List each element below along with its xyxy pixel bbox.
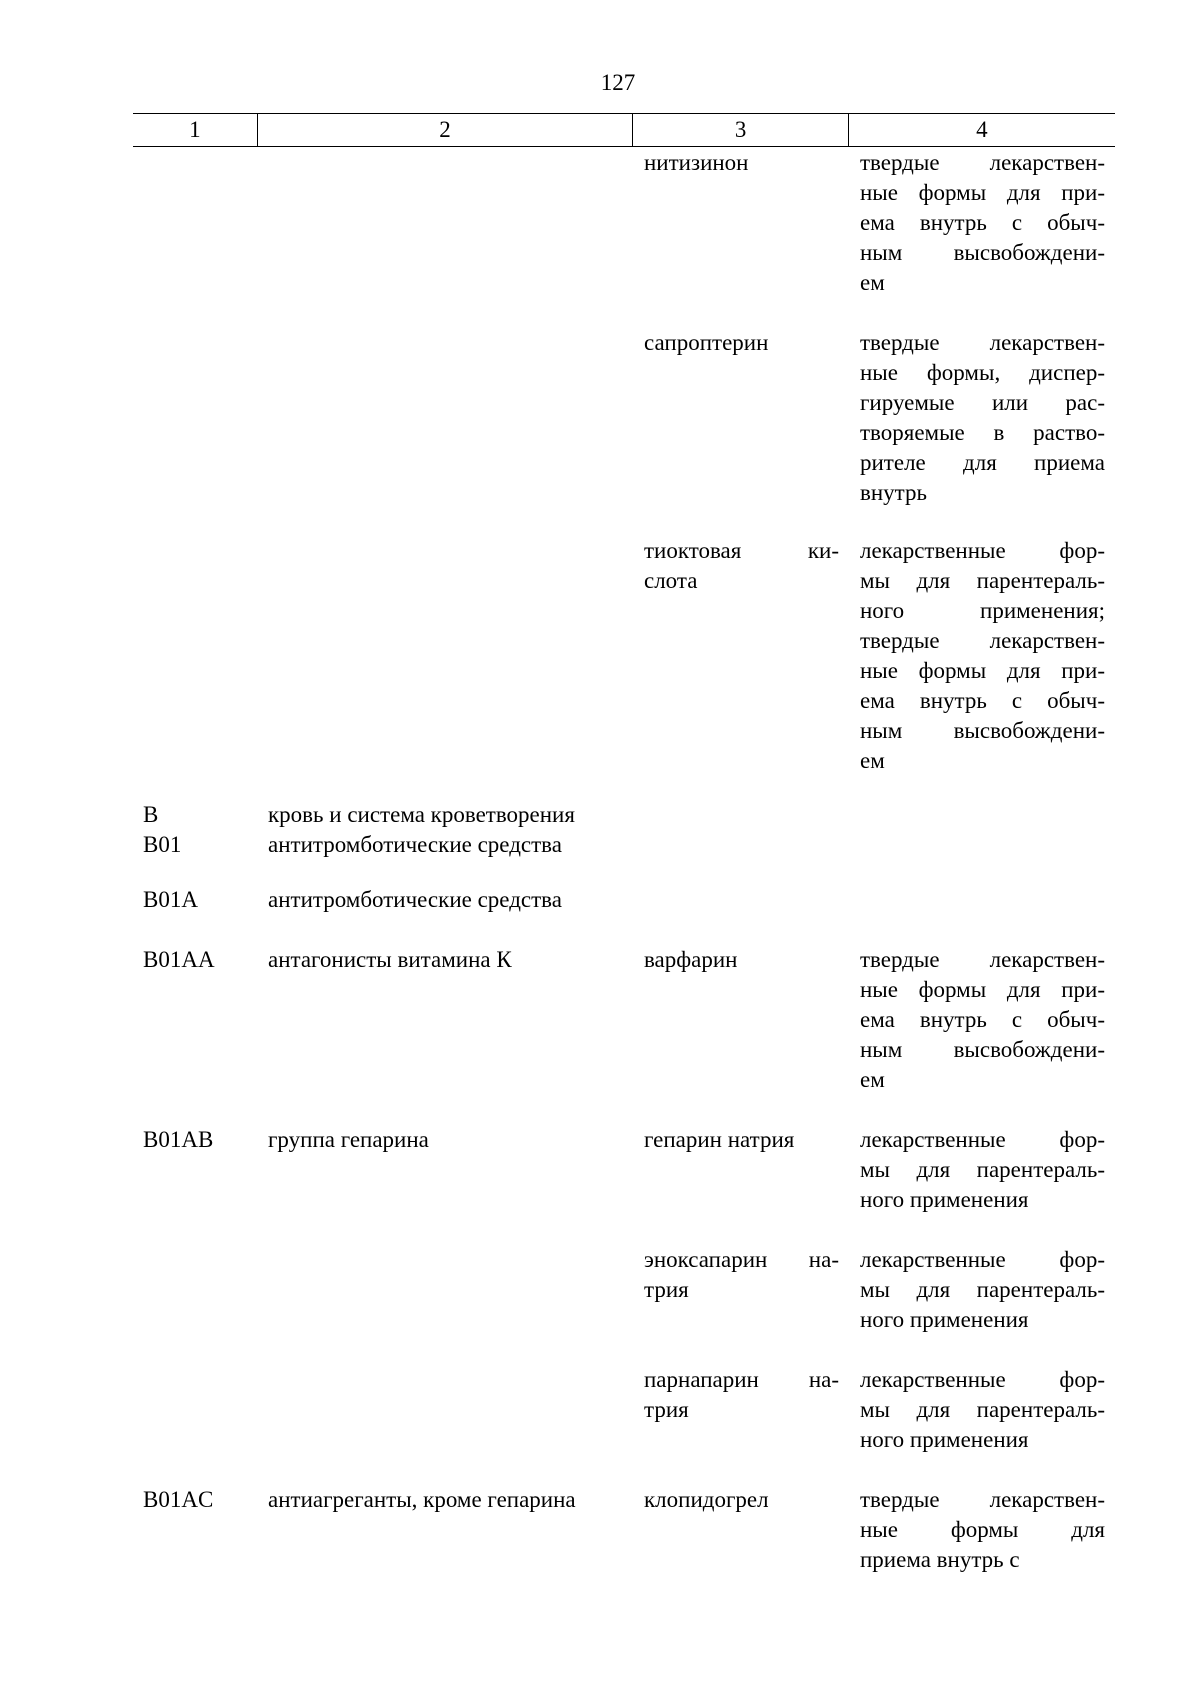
cell-line: группа гепарина xyxy=(268,1127,429,1152)
cell-line: лекарственные фор- xyxy=(860,1127,1105,1152)
table-cell-col-3 xyxy=(644,1485,839,1515)
table-cell-col-4 xyxy=(860,1485,1105,1575)
cell-line: ные формы для при- xyxy=(860,658,1105,683)
cell-line: лекарственные фор- xyxy=(860,1367,1105,1392)
table-cell-col-1 xyxy=(143,885,253,915)
cell-line: ем xyxy=(860,1067,885,1092)
table-cell-col-4 xyxy=(860,1125,1105,1215)
cell-line: трия xyxy=(644,1277,689,1302)
cell-line: варфарин xyxy=(644,947,738,972)
cell-line: внутрь xyxy=(860,480,927,505)
cell-line: антитромботические средства xyxy=(268,887,562,912)
table-cell-col-3 xyxy=(644,1245,839,1305)
cell-line: ным высвобождени- xyxy=(860,240,1105,265)
cell-line: клопидогрел xyxy=(644,1487,769,1512)
table-cell-col-4 xyxy=(860,945,1105,1095)
cell-line: ного применения xyxy=(860,1187,1029,1212)
table-cell-col-1 xyxy=(143,1125,253,1155)
cell-line: антиагреганты, кроме гепарина xyxy=(268,1487,576,1512)
cell-line: эноксапарин на- xyxy=(644,1247,839,1272)
cell-line: твердые лекарствен- xyxy=(860,330,1105,355)
cell-line: мы для парентераль- xyxy=(860,568,1105,593)
cell-line: B01AA xyxy=(143,947,215,972)
header-col-1: 1 xyxy=(189,117,201,142)
table-cell-col-2 xyxy=(268,1485,628,1515)
table-cell-col-1 xyxy=(143,800,253,860)
table-cell-col-4 xyxy=(860,536,1105,776)
cell-line: ема внутрь с обыч- xyxy=(860,210,1105,235)
cell-line: твердые лекарствен- xyxy=(860,150,1105,175)
table-header xyxy=(133,113,1115,147)
cell-line: мы для парентераль- xyxy=(860,1277,1105,1302)
cell-line: лекарственные фор- xyxy=(860,1247,1105,1272)
table-cell-col-1 xyxy=(143,1485,253,1515)
table-cell-col-3 xyxy=(644,536,839,596)
cell-line: рителе для приема xyxy=(860,450,1105,475)
cell-line: ные формы для при- xyxy=(860,977,1105,1002)
cell-line: ным высвобождени- xyxy=(860,1037,1105,1062)
cell-line: мы для парентераль- xyxy=(860,1157,1105,1182)
cell-line: ного применения xyxy=(860,1427,1029,1452)
cell-line: B xyxy=(143,802,159,827)
table-cell-col-3 xyxy=(644,945,839,975)
table-cell-col-4 xyxy=(860,1245,1105,1335)
cell-line: творяемые в раство- xyxy=(860,420,1105,445)
cell-line: твердые лекарствен- xyxy=(860,947,1105,972)
cell-line: приема внутрь с xyxy=(860,1547,1020,1572)
cell-line: ным высвобождени- xyxy=(860,718,1105,743)
header-col-3: 3 xyxy=(632,114,847,146)
cell-line: слота xyxy=(644,568,698,593)
cell-line: ные формы для при- xyxy=(860,180,1105,205)
cell-line: лекарственные фор- xyxy=(860,538,1105,563)
cell-line: ема внутрь с обыч- xyxy=(860,1007,1105,1032)
header-col-2: 2 xyxy=(257,114,633,146)
cell-line: B01AC xyxy=(143,1487,214,1512)
cell-line: гепарин натрия xyxy=(644,1127,795,1152)
cell-line: ного применения xyxy=(860,1307,1029,1332)
table-cell-col-2 xyxy=(268,945,628,975)
cell-line: гируемые или рас- xyxy=(860,390,1105,415)
table-cell-col-3 xyxy=(644,1125,839,1155)
cell-line: нитизинон xyxy=(644,150,749,175)
cell-line: мы для парентераль- xyxy=(860,1397,1105,1422)
cell-line: B01A xyxy=(143,887,198,912)
cell-line: кровь и система кроветворения xyxy=(268,802,575,827)
table-cell-col-3 xyxy=(644,1365,839,1425)
cell-line: ного применения; xyxy=(860,598,1105,623)
cell-line: парнапарин на- xyxy=(644,1367,839,1392)
table-cell-col-2 xyxy=(268,1125,628,1155)
header-col-4: 4 xyxy=(848,114,1115,146)
cell-line: ные формы для xyxy=(860,1517,1105,1542)
table-cell-col-1 xyxy=(143,945,253,975)
cell-line: твердые лекарствен- xyxy=(860,628,1105,653)
cell-line: ем xyxy=(860,748,885,773)
cell-line: тиоктовая ки- xyxy=(644,538,839,563)
cell-line: сапроптерин xyxy=(644,330,769,355)
table-cell-col-3 xyxy=(644,328,839,358)
cell-line: антагонисты витамина К xyxy=(268,947,512,972)
table-cell-col-3 xyxy=(644,148,839,178)
page-number: 127 xyxy=(600,70,636,95)
table-cell-col-4 xyxy=(860,148,1105,298)
table-cell-col-4 xyxy=(860,328,1105,508)
cell-line: ема внутрь с обыч- xyxy=(860,688,1105,713)
cell-line: ные формы, диспер- xyxy=(860,360,1105,385)
cell-line: трия xyxy=(644,1397,689,1422)
table-cell-col-2 xyxy=(268,885,628,915)
table-cell-col-2 xyxy=(268,800,628,860)
cell-line: ем xyxy=(860,270,885,295)
cell-line: антитромботические средства xyxy=(268,832,562,857)
cell-line: твердые лекарствен- xyxy=(860,1487,1105,1512)
table-cell-col-4 xyxy=(860,1365,1105,1455)
cell-line: B01AB xyxy=(143,1127,214,1152)
cell-line: B01 xyxy=(143,832,182,857)
